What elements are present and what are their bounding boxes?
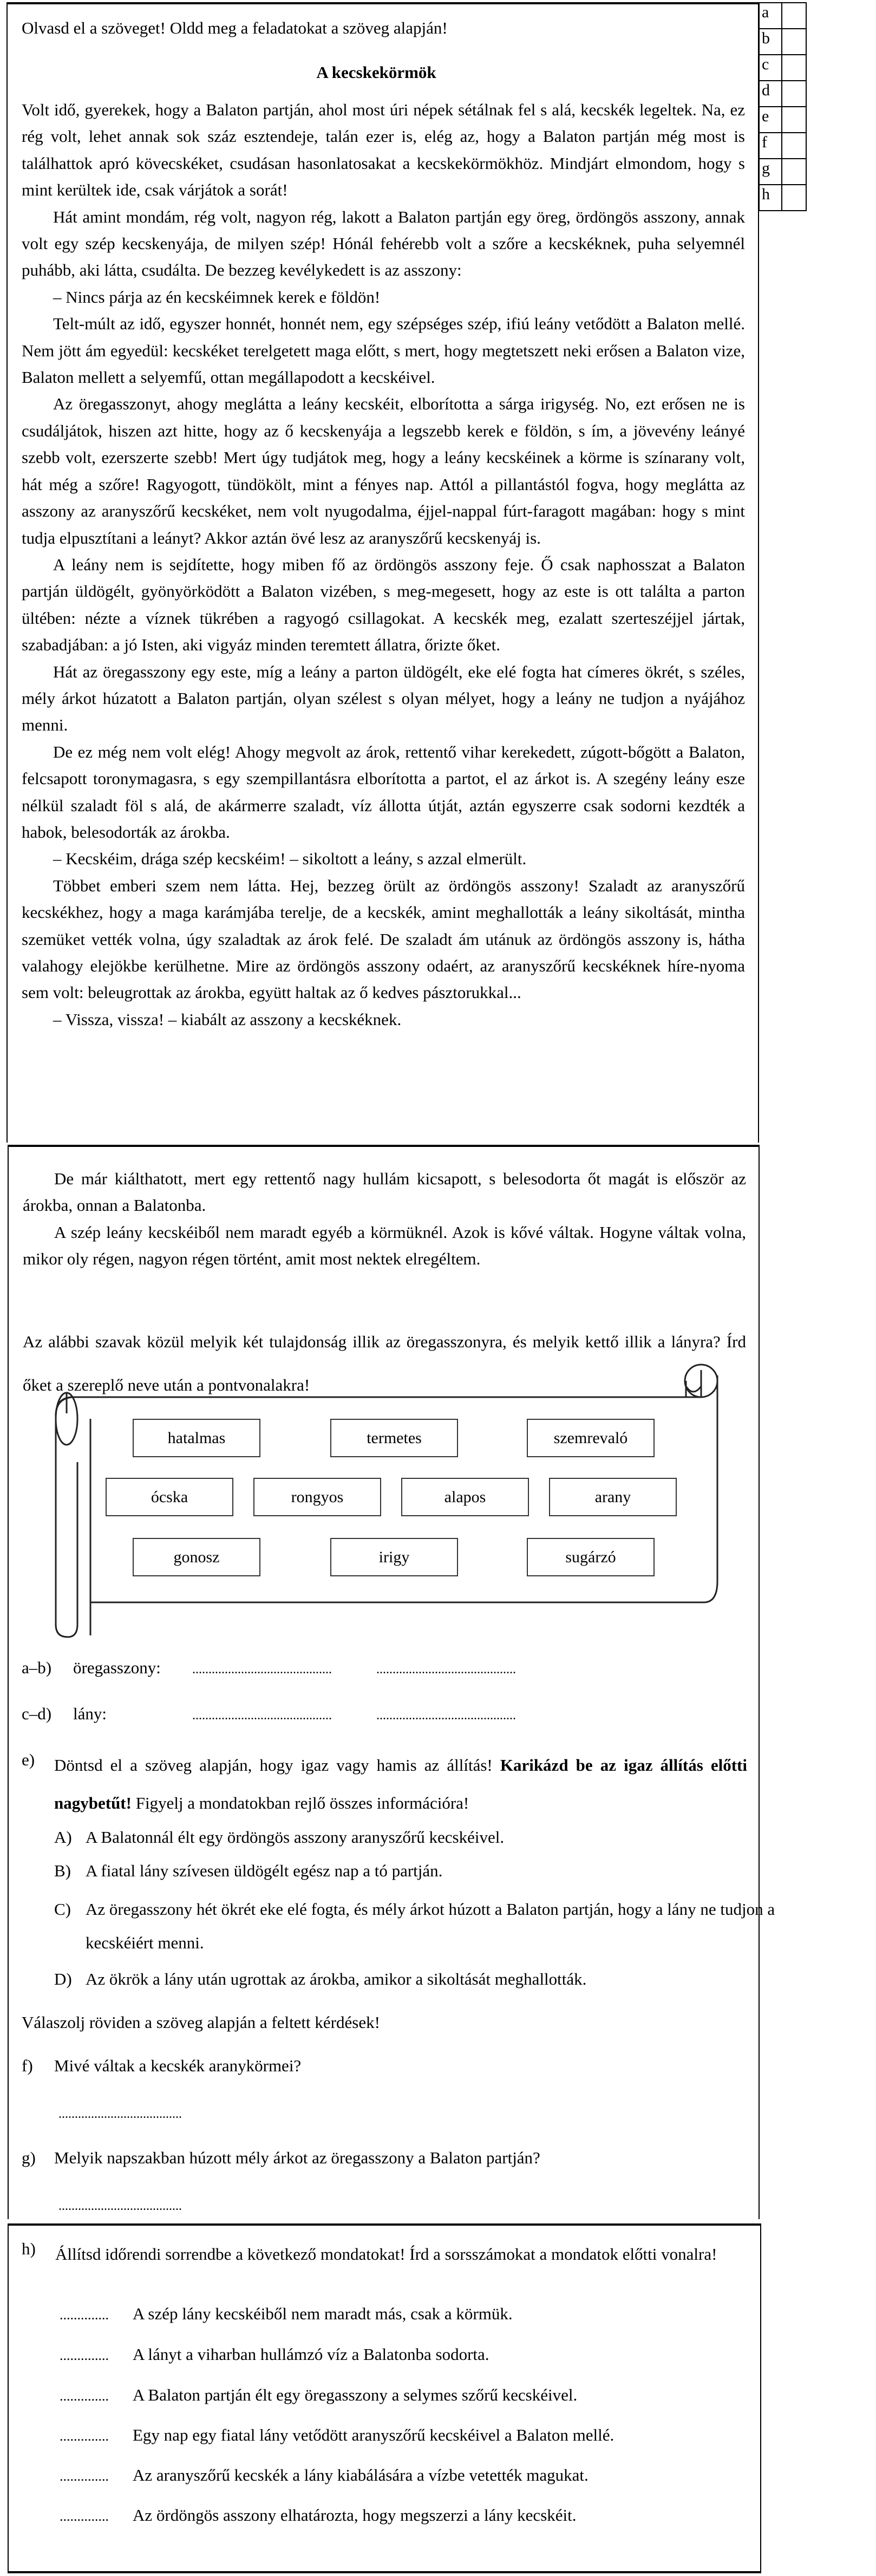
option-text: A fiatal lány szívesen üldögélt egész nap a tó partján.: [86, 1861, 443, 1880]
task-e-instruction: [54, 1746, 747, 1822]
task-f-answer-blank[interactable]: ......................................: [58, 2107, 182, 2121]
sequence-item: [60, 2304, 513, 2324]
story-paragraph: Többet emberi szem nem látta. Hej, bezzeg örült az ördöngös asszony! Szaladt az aranyszőrű kecskékhez, hogy a maga karámjába terelje, de a kecskék, amint meghallották a leány sikoltását, mintha szemüket vették volna, úgy szaladtak az árok felé. De szaladt ám utánuk az ördöngös asszony is, hátha valahogy elejökbe kerülhetne. Mire az ördöngös asszony odaért, az aranyszőrű kecskéknek híre-nyoma sem volt: beleugrottak az árokba, együtt haltak az ő kedves pásztorukkal...: [22, 876, 745, 1002]
task-ad-instruction: Az alábbi szavak közül melyik két tulajdonság illik az öregasszonyra, és melyik kettő illik a lányra? Írd őket a szereplő neve után a pontvonalakra!: [23, 1332, 746, 1394]
grid-label: c: [759, 55, 782, 81]
word-szemrevalo: szemrevaló: [527, 1419, 655, 1457]
task-e-text-after: Figyelj a mondatokban rejlő összes információra!: [131, 1794, 469, 1812]
answer-row-ab: [22, 1654, 516, 1683]
word-termetes: termetes: [330, 1419, 458, 1457]
answer-blank[interactable]: ...........................................: [376, 1708, 516, 1723]
sequence-blank[interactable]: ..............: [60, 2307, 109, 2323]
scoring-grid: [759, 2, 807, 211]
sequence-blank[interactable]: ..............: [60, 2428, 109, 2444]
grid-label: b: [759, 29, 782, 55]
grid-label: d: [759, 81, 782, 107]
story-paragraph: Hát amint mondám, rég volt, nagyon rég, lakott a Balaton partján egy öreg, ördöngös asszony, annak volt egy szép kecskenyája, de milyen szép! Hónál fehérebb volt a szőre a kecskéknek, puha selyemnél puhább, aki látta, csudálta. De bezzeg kevélykedett is az asszony:: [22, 207, 745, 280]
option-letter[interactable]: B): [54, 1861, 71, 1880]
task-e-bold-text: Karikázd be az igaz állítás előtti nagybetűt!: [54, 1756, 747, 1812]
word-scroll: [49, 1354, 725, 1641]
character-name: öregasszony:: [73, 1658, 161, 1677]
answer-row-cd: [22, 1700, 516, 1729]
sequence-text: A szép lány kecskéiből nem maradt más, csak a körmük.: [133, 2304, 513, 2323]
sequence-text: Egy nap egy fiatal lány vetődött aranyszőrű kecskéivel a Balaton mellé.: [133, 2425, 614, 2444]
option-b[interactable]: [54, 1857, 442, 1884]
grid-label: a: [759, 3, 782, 29]
option-a[interactable]: [54, 1824, 504, 1850]
grid-score-box[interactable]: [782, 29, 806, 55]
sequence-blank[interactable]: ..............: [60, 2388, 109, 2404]
grid-score-box[interactable]: [782, 81, 806, 107]
sequence-item: [60, 2466, 589, 2485]
grid-label: g: [759, 159, 782, 185]
word-sugarzo: sugárzó: [527, 1538, 655, 1576]
sequence-item: [60, 2506, 577, 2525]
task-f-question: Mivé váltak a kecskék aranykörmei?: [54, 2056, 302, 2075]
word-ocska: ócska: [106, 1478, 233, 1516]
story-paragraph: De már kiálthatott, mert egy rettentő nagy hullám kicsapott, s belesodorta őt magát is először az árokba, onnan a Balatonba.: [23, 1169, 746, 1215]
grid-score-box[interactable]: [782, 3, 806, 29]
story-paragraph: Telt-múlt az idő, egyszer honnét, honnét nem, egy szépséges szép, ifiú leány vetődött a Balaton mellé. Nem jött ám egyedül: kecskéket terelgetett maga előtt, s mert, hogy megtetszett neki erősen a Balaton vize, Balaton mellett a selyemfű, ottan megállapodott a kecskéivel.: [22, 314, 745, 387]
grid-label: f: [759, 133, 782, 159]
task-e-text: Döntsd el a szöveg alapján, hogy igaz vagy hamis az állítás!: [54, 1756, 500, 1775]
story-paragraph: – Vissza, vissza! – kiabált az asszony a kecskéknek.: [53, 1009, 402, 1029]
story-paragraph: De ez még nem volt elég! Ahogy megvolt az árok, rettentő vihar kerekedett, zúgott-bőgött a Balaton, felcsapott toronymagasra, s egy szempillantásra elborította a partot, el az árkot is. A szegény leány esze nélkül szaladt föl s alá, de akármerre szaladt, víz állotta útját, aztán egyszerre csak sodorni kezdték a habok, belesodorták az árokba.: [22, 742, 745, 842]
story-text: [22, 96, 745, 1033]
grid-score-box[interactable]: [782, 107, 806, 133]
task-g-question: Melyik napszakban húzott mély árkot az öregasszony a Balaton partján?: [54, 2148, 540, 2167]
task-f-label: f): [22, 2056, 33, 2075]
word-gonosz: gonosz: [133, 1538, 260, 1576]
story-paragraph: Az öregasszonyt, ahogy meglátta a leány kecskéit, elborította a sárga irigység. No, ezt erősen ne is csudáljátok, hiszen azt hitte, hogy az ő kecskenyája a legszebb kerek e földön, s ím, a jövevény leányé szebb volt, ezerszerte szebb! Mert úgy tudjátok meg, hogy a leány kecskéinek a körme is színarany volt, hát még a szőre! Ragyogott, tündökölt, mint a fényes nap. Attól a pillantástól fogva, hogy meglátta az asszony az aranyszőrű kecskéket, nem volt nyugodalma, éjjel-nappal fúrt-faragott magában: hogy s mint tudja elpusztítani a leányt? Akkor aztán övé lesz az aranyszőrű kecskenyáj is.: [22, 394, 745, 547]
page-1-story: [6, 2, 759, 1143]
task-h-label: h): [22, 2239, 36, 2258]
word-alapos: alapos: [401, 1478, 529, 1516]
sequence-text: A Balaton partján élt egy öregasszony a selymes szőrű kecskéivel.: [133, 2385, 578, 2404]
grid-label: e: [759, 107, 782, 133]
story-title: A kecskekörmök: [316, 63, 436, 82]
task-h-instruction: Állítsd időrendi sorrendbe a következő mondatokat! Írd a sorsszámokat a mondatok előtti vonalra!: [55, 2245, 717, 2264]
sequence-blank[interactable]: ..............: [60, 2468, 109, 2484]
word-hatalmas: hatalmas: [133, 1419, 260, 1457]
story-paragraph: Hát az öregasszony egy este, míg a leány a parton üldögélt, eke elé fogta hat címeres ökrét, s széles, mély árkot húzatott a Balaton partján, olyan szélest s olyan mélyet, hogy a leány ne tudjon a nyájához menni.: [22, 662, 745, 735]
task-g-answer-blank[interactable]: ......................................: [58, 2199, 182, 2213]
answer-blank[interactable]: ...........................................: [376, 1662, 516, 1677]
grid-score-box[interactable]: [782, 133, 806, 159]
option-letter[interactable]: C): [54, 1900, 71, 1919]
sequence-blank[interactable]: ..............: [60, 2347, 109, 2363]
reading-instruction: Olvasd el a szöveget! Oldd meg a feladatokat a szöveg alapján!: [22, 18, 448, 37]
task-g-label: g): [22, 2148, 36, 2167]
story-paragraph: A szép leány kecskéiből nem maradt egyéb a körmüknél. Azok is kővé váltak. Hogyne váltak volna, mikor oly régen, nagyon régen történt, amit most nektek elregéltem.: [23, 1222, 746, 1269]
option-letter[interactable]: D): [54, 1970, 72, 1988]
option-c[interactable]: [54, 1893, 779, 1960]
grid-score-box[interactable]: [782, 55, 806, 81]
option-text: Az öregasszony hét ökrét eke elé fogta, és mély árkot húzott a Balaton partján, hogy a lány ne tudjon a kecskéiért menni.: [86, 1900, 775, 1952]
word-arany: arany: [549, 1478, 677, 1516]
sequence-text: Az aranyszőrű kecskék a lány kiabálására a vízbe vetették magukat.: [133, 2466, 589, 2484]
grid-score-box[interactable]: [782, 185, 806, 211]
answer-label: c–d): [22, 1704, 52, 1723]
grid-score-box[interactable]: [782, 159, 806, 185]
option-letter[interactable]: A): [54, 1828, 72, 1847]
task-e-label: e): [22, 1750, 35, 1769]
short-answer-instruction: Válaszolj röviden a szöveg alapján a feltett kérdések!: [22, 2013, 380, 2032]
story-paragraph: – Nincs párja az én kecskéimnek kerek e földön!: [53, 287, 381, 306]
word-irigy: irigy: [330, 1538, 458, 1576]
sequence-item: [60, 2385, 577, 2405]
story-paragraph: A leány nem is sejdítette, hogy miben fő az ördöngös asszony feje. Ő csak naphosszat a Balaton partján üldögélt, gyönyörködött a Balaton vizében, s meg-megesett, hogy az este is ott találta a parton ültében: nézte a víznek tükrében a ragyogó csillagokat. A kecskék meg, ezalatt szerteszéjjel jártak, szabadjában: a jó Isten, aki vigyáz minden teremtett állatra, őrizte őket.: [22, 555, 745, 655]
option-text: Az ökrök a lány után ugrottak az árokba, amikor a sikoltását meghallották.: [86, 1970, 587, 1988]
story-text-continued: [23, 1165, 746, 1273]
sequence-text: A lányt a viharban hullámzó víz a Balatonba sodorta.: [133, 2345, 489, 2364]
option-d[interactable]: [54, 1966, 586, 1992]
story-paragraph: – Kecskéim, drága szép kecskéim! – sikoltott a leány, s azzal elmerült.: [53, 849, 527, 869]
sequence-item: [60, 2345, 489, 2364]
sequence-blank[interactable]: ..............: [60, 2508, 109, 2524]
answer-blank[interactable]: ...........................................: [192, 1662, 332, 1677]
answer-label: a–b): [22, 1658, 52, 1677]
option-text: A Balatonnál élt egy ördöngös asszony aranyszőrű kecskéivel.: [86, 1828, 505, 1847]
character-name: lány:: [73, 1704, 107, 1723]
answer-blank[interactable]: ...........................................: [192, 1708, 332, 1723]
sequence-item: [60, 2425, 614, 2445]
grid-label: h: [759, 185, 782, 211]
sequence-text: Az ördöngös asszony elhatározta, hogy megszerzi a lány kecskéit.: [133, 2506, 577, 2525]
story-paragraph: Volt idő, gyerekek, hogy a Balaton partján, ahol most úri népek sétálnak fel s alá, kecskék legeltek. Na, ez rég volt, lehet annak sok száz esztendeje, talán ezer is, elég az, hogy a Balaton partján még most is találhattok apró kövecskéket, csudásan hasonlatosakat a kecskekörmökhöz. Mindjárt elmondom, hogy s mint kerültek ide, csak várjátok a sorát!: [22, 100, 745, 200]
word-rongyos: rongyos: [253, 1478, 381, 1516]
